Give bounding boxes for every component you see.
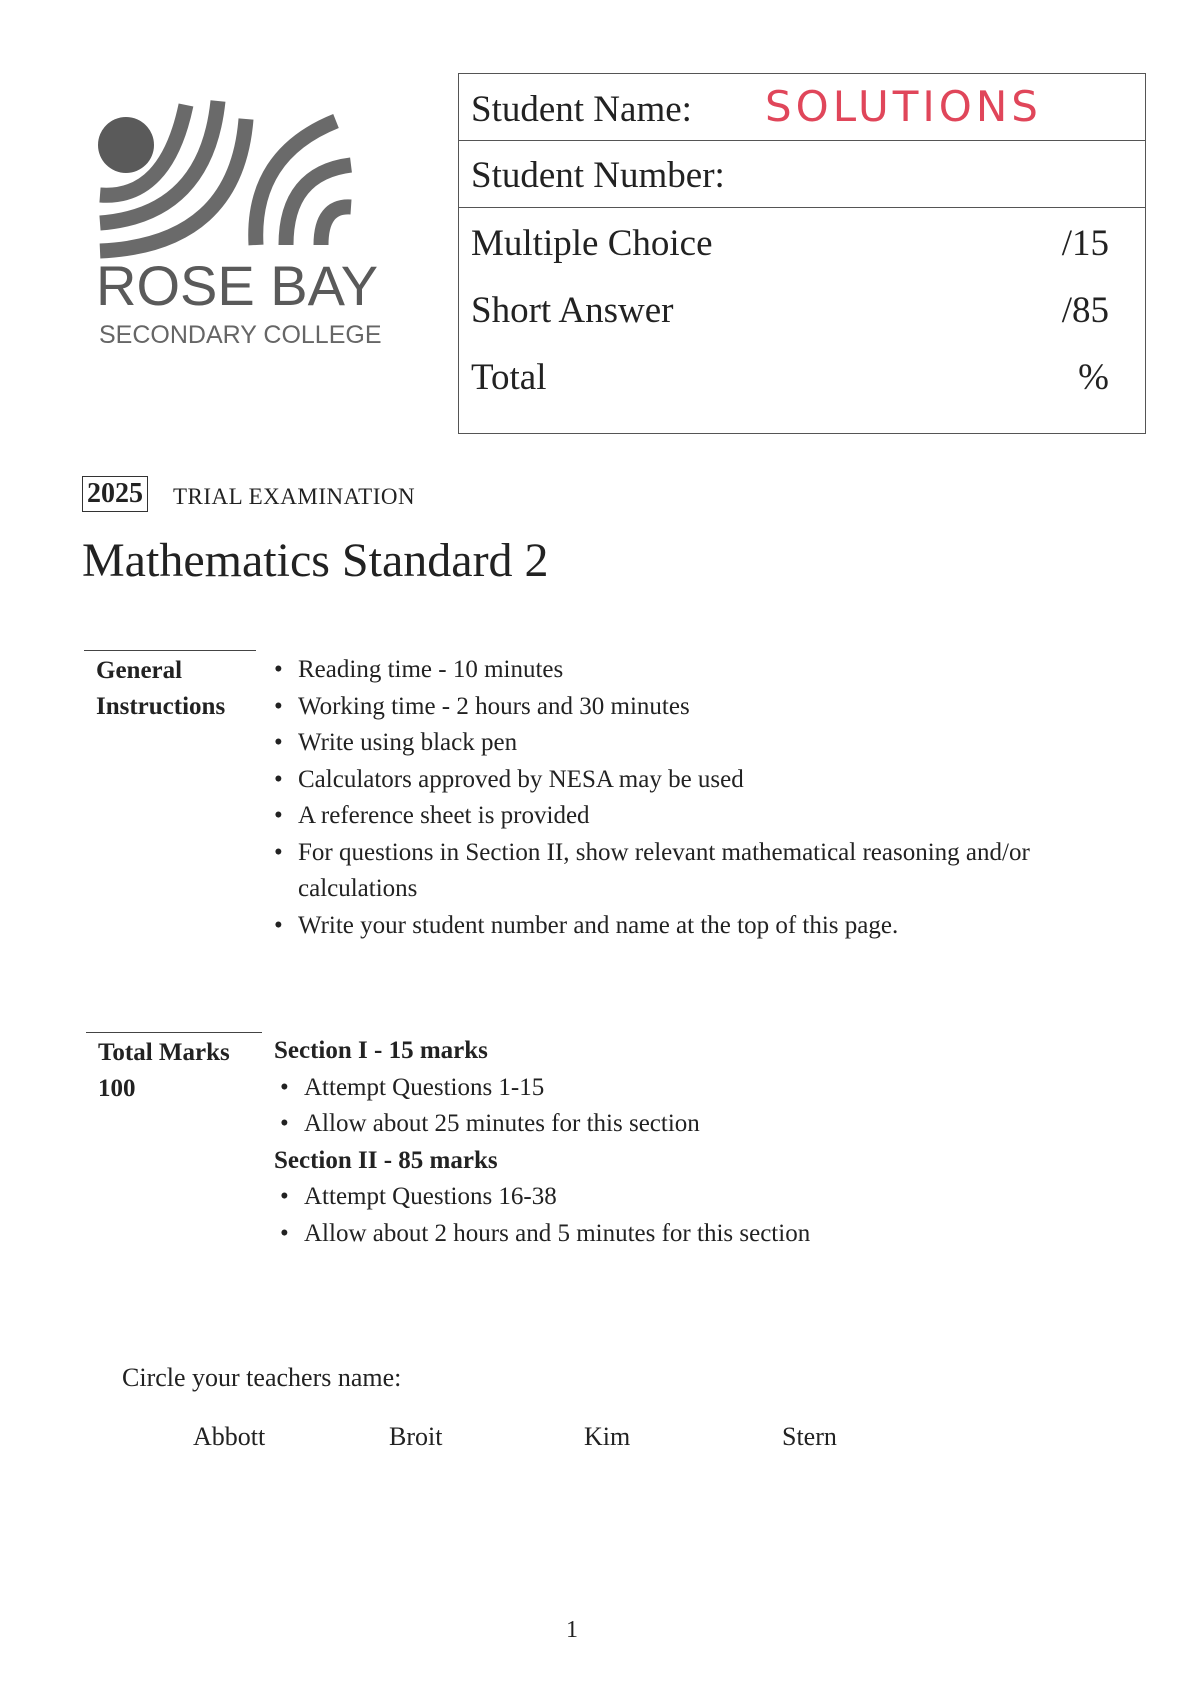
student-number-row[interactable] — [459, 140, 1145, 208]
school-name: ROSE BAY — [96, 254, 379, 317]
exam-year: 2025 — [82, 476, 148, 512]
general-instructions-label — [84, 650, 256, 725]
instruction-item: • Write your student number and name at the top of this page. — [272, 908, 1092, 945]
instruction-item: • For questions in Section II, show relevant mathematical reasoning and/or calculations — [272, 835, 1092, 908]
section1-item: • Attempt Questions 1-15 — [278, 1070, 1094, 1107]
section1-list — [274, 1070, 1094, 1143]
section2-item: • Attempt Questions 16-38 — [278, 1179, 1094, 1216]
general-instructions-list — [272, 652, 1092, 944]
teacher-option-kim[interactable]: Kim — [584, 1422, 631, 1451]
teacher-option-stern[interactable]: Stern — [782, 1422, 837, 1451]
total-marks-title: Total Marks — [98, 1039, 230, 1066]
total-label: Total — [471, 357, 547, 398]
page-number: 1 — [566, 1617, 578, 1643]
total-row — [459, 356, 1145, 416]
section1-heading: Section I - 15 marks — [274, 1037, 488, 1064]
section2-heading: Section II - 85 marks — [274, 1146, 498, 1174]
section2-list — [274, 1179, 1094, 1252]
section2-item: • Allow about 2 hours and 5 minutes for this section — [278, 1216, 1094, 1253]
student-name-row[interactable] — [459, 74, 1145, 141]
total-marks-label — [86, 1032, 262, 1107]
student-name-label: Student Name: — [471, 89, 692, 130]
student-number-label: Student Number: — [471, 155, 725, 196]
multiple-choice-score: /15 — [1061, 223, 1109, 264]
teacher-option-broit[interactable]: Broit — [389, 1422, 443, 1451]
section1-item: • Allow about 25 minutes for this section — [278, 1106, 1094, 1143]
teacher-option-abbott[interactable]: Abbott — [193, 1422, 266, 1451]
teacher-prompt: Circle your teachers name: — [122, 1363, 402, 1392]
short-answer-label: Short Answer — [471, 290, 674, 331]
student-name-value: SOLUTIONS — [765, 82, 1042, 131]
instruction-item: • Calculators approved by NESA may be used — [272, 762, 1092, 799]
short-answer-score: /85 — [1061, 290, 1109, 331]
student-info-box — [458, 73, 1146, 434]
instruction-item: • Write using black pen — [272, 725, 1092, 762]
general-label-line2: Instructions — [96, 693, 226, 720]
subject-title: Mathematics Standard 2 — [82, 534, 549, 587]
instruction-item: • A reference sheet is provided — [272, 798, 1092, 835]
total-score: % — [1078, 357, 1109, 398]
school-subtitle: SECONDARY COLLEGE — [99, 321, 382, 349]
instruction-item: • Working time - 2 hours and 30 minutes — [272, 689, 1092, 726]
sections-info — [274, 1033, 1094, 1252]
exam-type: TRIAL EXAMINATION — [173, 484, 416, 509]
instruction-item: • Reading time - 10 minutes — [272, 652, 1092, 689]
general-label-line1: General — [96, 657, 183, 684]
total-marks-value: 100 — [98, 1075, 136, 1102]
short-answer-row — [459, 289, 1145, 349]
multiple-choice-label: Multiple Choice — [471, 223, 713, 264]
multiple-choice-row — [459, 222, 1145, 282]
